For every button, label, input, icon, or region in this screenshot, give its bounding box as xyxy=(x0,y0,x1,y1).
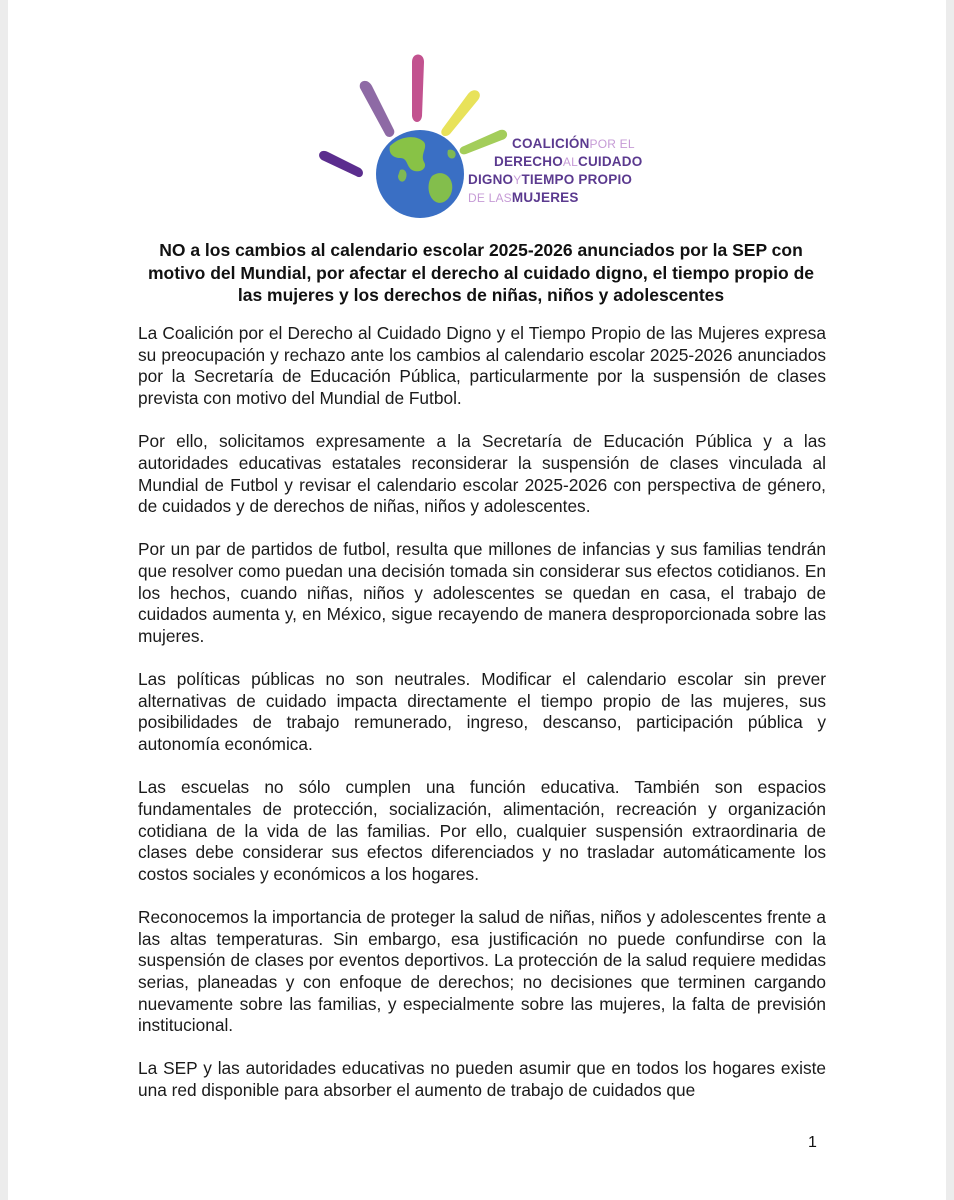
document-page xyxy=(8,0,946,1200)
paragraph-6: Reconocemos la importancia de proteger la salud de niñas, niños y adolescentes frente a las altas temperaturas. Sin embargo, esa justificación no puede confundirse con la suspensión de clases por eventos deportivos. La protección de la salud requiere medidas serias, planeadas y con enfoque de derechos; no decisiones que terminen cargando nuevamente sobre las familias, y especialmente sobre las mujeres, la falta de previsión institucional. xyxy=(138,906,826,1036)
paragraph-1: La Coalición por el Derecho al Cuidado Digno y el Tiempo Propio de las Mujeres expresa su preocupación y rechazo ante los cambios al calendario escolar 2025-2026 anunciados por la Secretaría de Educación Pública, particularmente por la suspensión de clases prevista con motivo del Mundial de Futbol. xyxy=(138,323,826,409)
paragraph-2: Por ello, solicitamos expresamente a la Secretaría de Educación Pública y a las autoridades educativas estatales reconsiderar la suspensión de clases vinculada al Mundial de Futbol y revisar el calendario escolar 2025-2026 con perspectiva de género, de cuidados y de derechos de niñas, niños y adolescentes. xyxy=(138,431,826,517)
paragraph-7: La SEP y las autoridades educativas no pueden asumir que en todos los hogares existe una red disponible para absorber el aumento de trabajo de cuidados que xyxy=(138,1058,826,1101)
coalition-logo xyxy=(308,50,668,230)
paragraph-3: Por un par de partidos de futbol, resulta que millones de infancias y sus familias tendrán que resolver como puedan una decisión tomada sin considerar sus efectos cotidianos. En los hechos, cuando niñas, niños y adolescentes se quedan en casa, el trabajo de cuidados aumenta y, en México, sigue recayendo de manera desproporcionada sobre las mujeres. xyxy=(138,539,826,647)
document-body xyxy=(138,323,826,1123)
logo-wordmark: COALICIÓNPOR EL DERECHOALCUIDADO DIGNOYTIEMPO PROPIO DE LASMUJERES xyxy=(468,136,643,205)
paragraph-5: Las escuelas no sólo cumplen una función educativa. También son espacios fundamentales de protección, socialización, alimentación, recreación y organización cotidiana de la vida de las familias. Por ello, cualquier suspensión extraordinaria de clases debe considerar sus efectos diferenciados y no trasladar automáticamente los costos sociales y económicos a los hogares. xyxy=(138,777,826,884)
page-number: 1 xyxy=(808,1134,817,1151)
paragraph-4: Las políticas públicas no son neutrales. Modificar el calendario escolar sin prever alternativas de cuidado impacta directamente el tiempo propio de las mujeres, sus posibilidades de trabajo remunerado, ingreso, descanso, participación pública y autonomía económica. xyxy=(138,669,826,755)
document-title: NO a los cambios al calendario escolar 2025-2026 anunciados por la SEP con motivo del Mundial, por afectar el derecho al cuidado digno, el tiempo propio de las mujeres y los derechos de niñas, niños y adolescentes xyxy=(147,240,815,305)
